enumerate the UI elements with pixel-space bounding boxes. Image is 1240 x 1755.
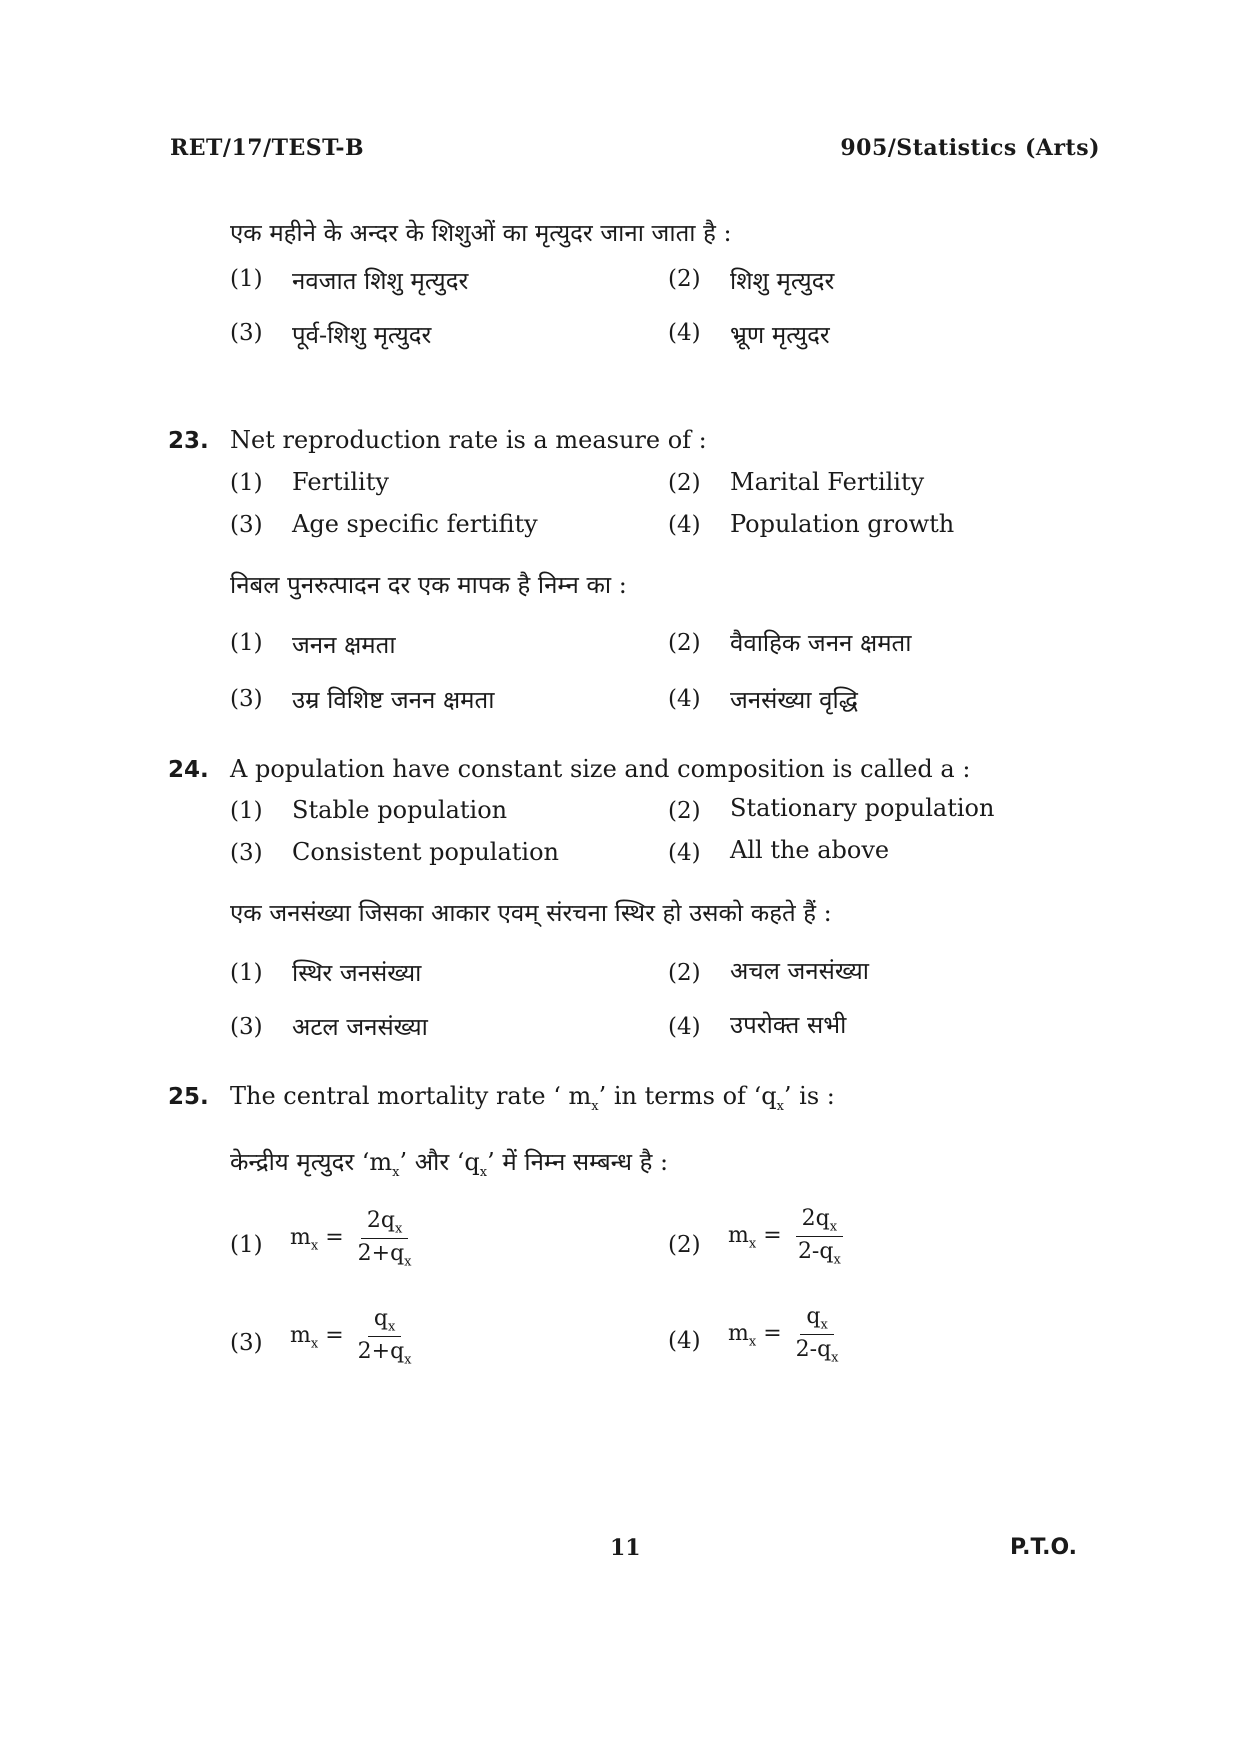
header-subject: 905/Statistics (Arts) — [840, 135, 1100, 161]
option-number: (1) — [230, 798, 263, 824]
stem-part: ’ is : — [783, 1082, 835, 1110]
denominator: $2+q_x$ — [357, 1241, 412, 1270]
option-number: (4) — [668, 1014, 701, 1040]
q25-hindi-stem — [230, 1145, 668, 1180]
pto-label: P.T.O. — [1010, 1535, 1078, 1560]
option-text: Marital Fertility — [730, 468, 925, 496]
option-text: भ्रूण मृत्युदर — [730, 321, 830, 349]
question-number: 23. — [168, 428, 209, 454]
stem-part: ’ in terms of ‘q — [598, 1082, 777, 1110]
option-text: Age specific fertifity — [292, 510, 538, 538]
option-number: (3) — [230, 1014, 263, 1040]
option-number: (4) — [668, 686, 701, 712]
subscript: x — [392, 1164, 400, 1180]
option-text: Stable population — [292, 796, 508, 824]
option-number: (4) — [668, 840, 701, 866]
fraction — [796, 1206, 843, 1268]
option-text: Consistent population — [292, 838, 559, 866]
numerator: $2q_x$ — [361, 1208, 408, 1239]
option-text: शिशु मृत्युदर — [730, 267, 835, 295]
subscript: x — [591, 1098, 599, 1114]
header-code: RET/17/TEST-B — [170, 135, 365, 161]
option-number: (1) — [230, 470, 263, 496]
numerator: $q_x$ — [368, 1306, 401, 1337]
option-text: अटल जनसंख्या — [292, 1013, 428, 1041]
formula-lhs: $m_x$ = — [290, 1224, 344, 1254]
option-text: नवजात शिशु मृत्युदर — [292, 267, 469, 295]
stem-part: ’ में निम्न सम्बन्ध है : — [487, 1148, 669, 1176]
option-number: (3) — [230, 686, 263, 712]
option-number: (1) — [230, 630, 263, 656]
q24-hindi-stem: एक जनसंख्या जिसका आकार एवम् संरचना स्थिर हो उसको कहते हैं : — [230, 899, 832, 927]
option-number: (2) — [668, 1232, 701, 1258]
option-number: (2) — [668, 630, 701, 656]
numerator: $q_x$ — [800, 1304, 833, 1335]
option-number: (2) — [668, 266, 701, 292]
option-text: पूर्व-शिशु मृत्युदर — [292, 321, 432, 349]
option-number: (4) — [668, 512, 701, 538]
question-number: 25. — [168, 1084, 209, 1110]
formula-option-4 — [728, 1304, 839, 1366]
subscript: x — [479, 1164, 488, 1180]
formula-lhs: $m_x$ = — [728, 1222, 782, 1252]
denominator: $2-q_x$ — [795, 1337, 839, 1366]
option-text: स्थिर जनसंख्या — [292, 959, 422, 987]
option-number: (4) — [668, 1328, 701, 1354]
formula-lhs: $m_x$ = — [290, 1322, 344, 1352]
option-text: जनसंख्या वृद्धि — [730, 686, 858, 714]
question-number: 24. — [168, 757, 209, 783]
option-text: Fertility — [292, 468, 389, 496]
q22-hindi-stem: एक महीने के अन्दर के शिशुओं का मृत्युदर जाना जाता है : — [230, 219, 732, 247]
option-number: (1) — [230, 266, 263, 292]
q23-hindi-stem: निबल पुनरुत्पादन दर एक मापक है निम्न का : — [230, 571, 627, 599]
denominator: $2+q_x$ — [357, 1339, 412, 1368]
option-text: उम्र विशिष्ट जनन क्षमता — [292, 686, 495, 714]
option-number: (3) — [230, 840, 263, 866]
formula-option-3 — [290, 1306, 412, 1368]
option-number: (2) — [668, 798, 701, 824]
option-number: (4) — [668, 320, 701, 346]
q25-stem — [230, 1082, 835, 1114]
option-number: (1) — [230, 1232, 263, 1258]
option-text: अचल जनसंख्या — [730, 957, 870, 985]
subscript: x — [776, 1098, 784, 1114]
stem-part: The central mortality rate ‘ m — [230, 1082, 592, 1110]
option-number: (2) — [668, 470, 701, 496]
numerator: $2q_x$ — [796, 1206, 843, 1237]
denominator: $2-q_x$ — [797, 1239, 841, 1268]
stem-part: ’ और ‘q — [399, 1148, 480, 1176]
option-number: (3) — [230, 1330, 263, 1356]
option-number: (1) — [230, 960, 263, 986]
formula-option-1 — [290, 1208, 412, 1270]
fraction — [358, 1208, 412, 1270]
option-text: Stationary population — [730, 794, 995, 822]
fraction — [796, 1304, 839, 1366]
q24-stem: A population have constant size and composition is called a : — [230, 755, 971, 783]
fraction — [358, 1306, 412, 1368]
option-text: उपरोक्त सभी — [730, 1011, 847, 1039]
q23-stem: Net reproduction rate is a measure of : — [230, 426, 707, 454]
page-number: 11 — [610, 1535, 641, 1561]
option-text: वैवाहिक जनन क्षमता — [730, 629, 912, 657]
option-number: (3) — [230, 512, 263, 538]
option-text: Population growth — [730, 510, 955, 538]
option-number: (2) — [668, 960, 701, 986]
option-text: जनन क्षमता — [292, 631, 396, 659]
formula-lhs: $m_x$ = — [728, 1320, 782, 1350]
option-number: (3) — [230, 320, 263, 346]
stem-part: केन्द्रीय मृत्युदर ‘m — [230, 1148, 393, 1176]
option-text: All the above — [730, 836, 890, 864]
formula-option-2 — [728, 1206, 843, 1268]
